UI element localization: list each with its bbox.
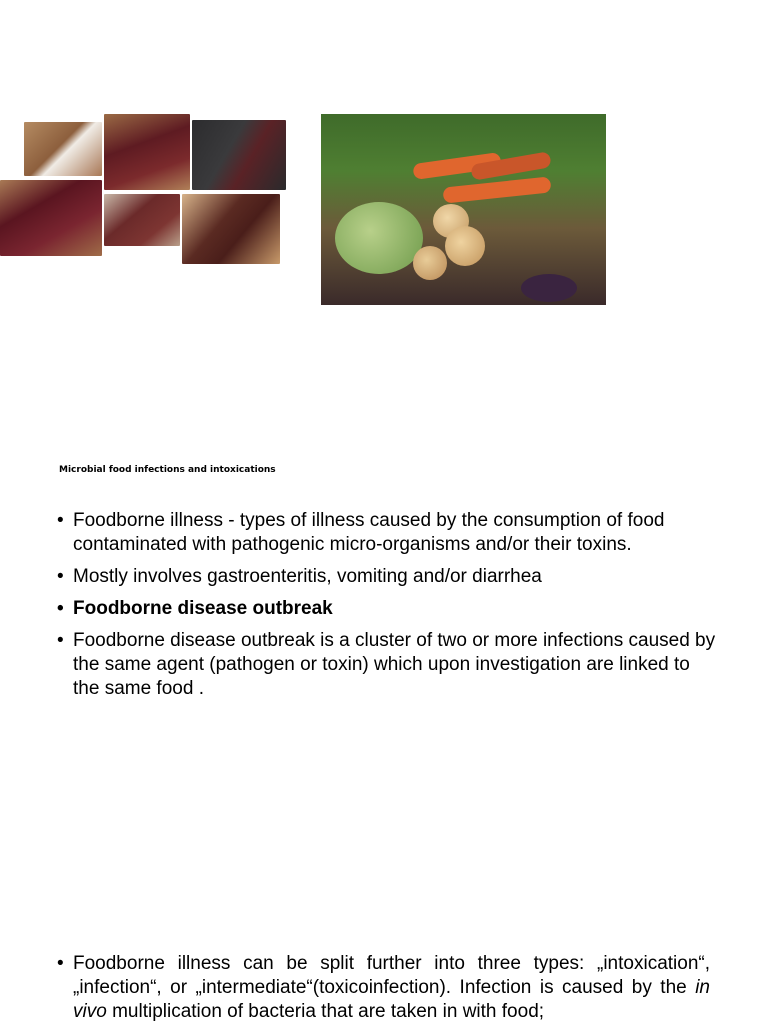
bullet-text: Mostly involves gastroenteritis, vomiting and/or diarrhea — [73, 566, 542, 587]
beet-shape — [521, 274, 577, 302]
carrot-shape — [442, 176, 551, 203]
bullet-dot-icon: • — [57, 566, 64, 587]
bottom-bullet-list — [57, 952, 710, 1024]
bullet-item — [57, 565, 717, 589]
bullet-item — [57, 509, 717, 557]
squash-shape — [335, 202, 423, 274]
bullet-item — [57, 952, 710, 1024]
potato-shape — [413, 246, 447, 280]
bullet-item — [57, 629, 717, 701]
bullet-dot-icon: • — [57, 598, 64, 619]
jerky-photo-1 — [24, 122, 102, 176]
bullet-text-part2: multiplication of bacteria that are taken in with food; — [106, 1001, 545, 1022]
bullet-text: Foodborne illness - types of illness caused by the consumption of food contaminated with pathogenic micro-organisms and/or their toxins. — [73, 510, 665, 555]
jerky-photo-3 — [192, 120, 286, 190]
jerky-photo-6 — [182, 194, 280, 264]
jerky-photo-4 — [0, 180, 102, 256]
vegetables-photo — [321, 114, 606, 305]
bullet-item-heading — [57, 597, 717, 621]
bullet-dot-icon: • — [57, 630, 64, 651]
bullet-text-part1: Foodborne illness can be split further into three types: „intoxication“, „infection“, or „intermediate“(toxicoinfection). Infection is caused by the — [73, 953, 710, 998]
bullet-text: Foodborne disease outbreak — [73, 598, 333, 619]
bullet-dot-icon: • — [57, 510, 64, 531]
bullet-dot-icon: • — [57, 953, 64, 974]
jerky-photo-2 — [104, 114, 190, 190]
potato-shape — [445, 226, 485, 266]
bullet-text-italic: in vivo — [73, 977, 710, 1022]
jerky-photo-5 — [104, 194, 180, 246]
bullet-text: Foodborne disease outbreak is a cluster of two or more infections caused by the same agent (pathogen or toxin) which upon investigation are linked to the same food . — [73, 630, 716, 699]
bullet-list — [57, 509, 717, 709]
slide-title: Microbial food infections and intoxications — [59, 465, 276, 475]
